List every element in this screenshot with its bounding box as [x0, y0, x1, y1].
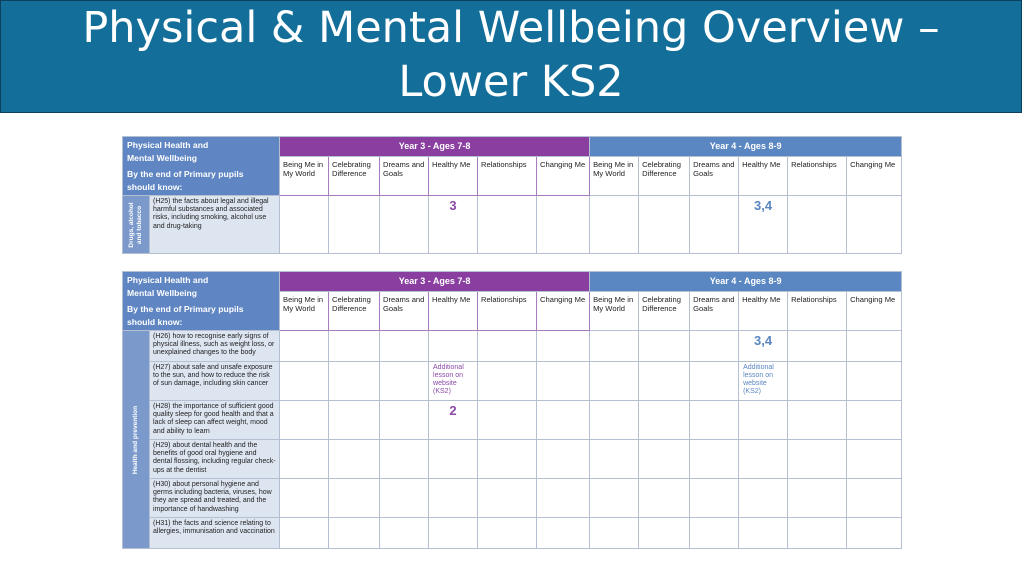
heading-line-1: Physical Health and: [127, 275, 209, 285]
health-prevention-table: [122, 271, 902, 549]
grid-cell: [280, 331, 329, 362]
slide-title: [0, 0, 1022, 113]
grid-cell: [478, 401, 537, 440]
grid-cell: [380, 440, 429, 479]
grid-cell: [590, 196, 639, 254]
grid-cell: [590, 401, 639, 440]
grid-cell: [690, 196, 739, 254]
heading-line-1: Physical Health and: [127, 140, 209, 150]
heading-line-2: Mental Wellbeing: [127, 287, 198, 298]
grid-cell: [429, 518, 478, 549]
grid-cell: [537, 331, 590, 362]
table-heading: [123, 137, 280, 196]
statement-cell: (H30) about personal hygiene and germs including bacteria, viruses, how they are spread and treated, and the importance of handwashing: [150, 479, 280, 518]
grid-cell: [788, 479, 847, 518]
grid-cell: [690, 440, 739, 479]
sub-line-1: By the end of Primary pupils: [127, 304, 244, 314]
additional-lesson-note: Additional lesson on website (KS2): [743, 364, 774, 395]
category-cell: [123, 196, 150, 254]
grid-cell: [380, 196, 429, 254]
grid-cell: [478, 196, 537, 254]
grid-cell: [590, 440, 639, 479]
grid-cell: [429, 331, 478, 362]
grid-cell: [690, 331, 739, 362]
grid-cell: [329, 362, 380, 401]
grid-cell: [280, 362, 329, 401]
unit-header: Dreams and Goals: [690, 291, 739, 330]
grid-cell: [788, 440, 847, 479]
grid-cell: [429, 440, 478, 479]
grid-cell: [739, 518, 788, 549]
unit-header: Healthy Me: [739, 156, 788, 195]
unit-header: Being Me in My World: [280, 156, 329, 195]
grid-cell: [380, 401, 429, 440]
grid-cell: [329, 401, 380, 440]
sub-line-2: should know:: [127, 316, 183, 327]
unit-header: Celebrating Difference: [639, 291, 690, 330]
grid-cell: [478, 518, 537, 549]
grid-cell: [590, 362, 639, 401]
lesson-number: 3,4: [754, 333, 773, 348]
unit-header: Changing Me: [537, 156, 590, 195]
unit-header: Being Me in My World: [590, 291, 639, 330]
grid-cell: [788, 331, 847, 362]
grid-cell: [537, 362, 590, 401]
grid-cell: [847, 479, 902, 518]
unit-header: Changing Me: [847, 291, 902, 330]
slide-title-line-1: Physical & Mental Wellbeing Overview –: [82, 3, 940, 53]
unit-header: Changing Me: [537, 291, 590, 330]
grid-cell: [590, 479, 639, 518]
statement-cell: (H31) the facts and science relating to allergies, immunisation and vaccination: [150, 518, 280, 549]
grid-cell: [690, 401, 739, 440]
grid-cell: [639, 440, 690, 479]
category-cell: [123, 331, 150, 549]
grid-cell: [329, 196, 380, 254]
unit-header: Relationships: [788, 156, 847, 195]
statement-cell: (H29) about dental health and the benefits of good oral hygiene and dental flossing, including regular check-ups at the dentist: [150, 440, 280, 479]
grid-cell: [380, 331, 429, 362]
grid-cell: [537, 440, 590, 479]
grid-cell: [639, 196, 690, 254]
drugs-alcohol-table: [122, 136, 902, 254]
grid-cell: [537, 479, 590, 518]
grid-cell: [739, 401, 788, 440]
category-label: Health and prevention: [132, 405, 139, 474]
unit-header: Relationships: [478, 291, 537, 330]
grid-cell: [329, 518, 380, 549]
grid-cell: [739, 362, 788, 401]
unit-header: Healthy Me: [429, 156, 478, 195]
unit-header: Relationships: [478, 156, 537, 195]
grid-cell: [429, 401, 478, 440]
grid-cell: [739, 196, 788, 254]
lesson-number: 3: [449, 198, 457, 213]
sub-line-2: should know:: [127, 181, 183, 192]
grid-cell: [478, 362, 537, 401]
table-heading: [123, 272, 280, 331]
grid-cell: [280, 440, 329, 479]
grid-cell: [280, 401, 329, 440]
grid-cell: [429, 362, 478, 401]
grid-cell: [690, 479, 739, 518]
grid-cell: [280, 196, 329, 254]
grid-cell: [690, 518, 739, 549]
unit-header: Being Me in My World: [280, 291, 329, 330]
grid-cell: [639, 401, 690, 440]
statement-cell: (H26) how to recognise early signs of physical illness, such as weight loss, or unexplained changes to the body: [150, 331, 280, 362]
grid-cell: [280, 518, 329, 549]
grid-cell: [329, 331, 380, 362]
grid-cell: [847, 196, 902, 254]
grid-cell: [380, 518, 429, 549]
grid-cell: [429, 479, 478, 518]
grid-cell: [639, 331, 690, 362]
grid-cell: [847, 401, 902, 440]
additional-lesson-note: Additional lesson on website (KS2): [433, 364, 464, 395]
statement-cell: (H25) the facts about legal and illegal harmful substances and associated risks, including smoking, alcohol use and drug-taking: [150, 196, 280, 254]
unit-header: Healthy Me: [429, 291, 478, 330]
grid-cell: [739, 479, 788, 518]
grid-cell: [537, 518, 590, 549]
grid-cell: [280, 479, 329, 518]
grid-cell: [478, 331, 537, 362]
unit-header: Changing Me: [847, 156, 902, 195]
unit-header: Relationships: [788, 291, 847, 330]
unit-header: Celebrating Difference: [329, 156, 380, 195]
grid-cell: [690, 362, 739, 401]
grid-cell: [537, 196, 590, 254]
unit-header: Dreams and Goals: [690, 156, 739, 195]
grid-cell: [847, 440, 902, 479]
grid-cell: [739, 440, 788, 479]
grid-cell: [639, 362, 690, 401]
year3-header: Year 3 - Ages 7-8: [280, 272, 590, 292]
slide-title-line-2: Lower KS2: [398, 57, 624, 107]
grid-cell: [639, 479, 690, 518]
grid-cell: [537, 401, 590, 440]
category-label: Drugs, alcohol and tobacco: [128, 201, 143, 248]
grid-cell: [739, 331, 788, 362]
grid-cell: [329, 440, 380, 479]
unit-header: Being Me in My World: [590, 156, 639, 195]
unit-header: Dreams and Goals: [380, 156, 429, 195]
grid-cell: [847, 518, 902, 549]
heading-sub: [127, 168, 275, 193]
statement-cell: (H27) about safe and unsafe exposure to the sun, and how to reduce the risk of sun damage, including skin cancer: [150, 362, 280, 401]
year3-header: Year 3 - Ages 7-8: [280, 137, 590, 157]
statement-cell: (H28) the importance of sufficient good quality sleep for good health and that a lack of sleep can affect weight, mood and ability to learn: [150, 401, 280, 440]
grid-cell: [429, 196, 478, 254]
year4-header: Year 4 - Ages 8-9: [590, 137, 902, 157]
grid-cell: [788, 518, 847, 549]
grid-cell: [380, 479, 429, 518]
grid-cell: [639, 518, 690, 549]
heading-sub: [127, 303, 275, 328]
grid-cell: [788, 401, 847, 440]
heading-line-2: Mental Wellbeing: [127, 152, 198, 163]
sub-line-1: By the end of Primary pupils: [127, 169, 244, 179]
unit-header: Celebrating Difference: [329, 291, 380, 330]
grid-cell: [590, 518, 639, 549]
grid-cell: [478, 440, 537, 479]
unit-header: Celebrating Difference: [639, 156, 690, 195]
grid-cell: [788, 196, 847, 254]
unit-header: Healthy Me: [739, 291, 788, 330]
lesson-number: 2: [449, 403, 457, 418]
lesson-number: 3,4: [754, 198, 773, 213]
grid-cell: [847, 331, 902, 362]
grid-cell: [788, 362, 847, 401]
grid-cell: [847, 362, 902, 401]
grid-cell: [590, 331, 639, 362]
grid-cell: [478, 479, 537, 518]
grid-cell: [380, 362, 429, 401]
grid-cell: [329, 479, 380, 518]
year4-header: Year 4 - Ages 8-9: [590, 272, 902, 292]
unit-header: Dreams and Goals: [380, 291, 429, 330]
